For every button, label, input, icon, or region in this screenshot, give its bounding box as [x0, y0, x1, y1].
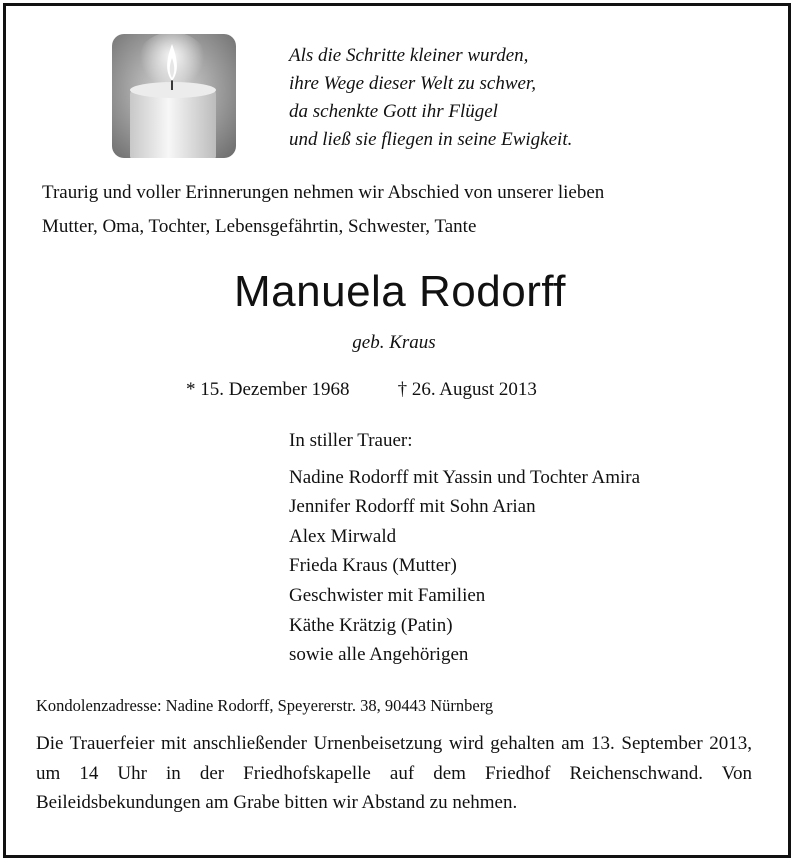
- condolence-address: Kondolenzadresse: Nadine Rodorff, Speyererstr. 38, 90443 Nürnberg: [36, 696, 494, 715]
- life-dates: [186, 375, 537, 405]
- mourner-name: Nadine Rodorff mit Yassin und Tochter Amira: [289, 466, 641, 488]
- poem-line: Als die Schritte kleiner wurden,: [289, 45, 529, 66]
- candle-icon: [112, 34, 236, 158]
- birth-date: * 15. Dezember 1968: [186, 379, 350, 400]
- mourner-name: Käthe Krätzig (Patin): [289, 614, 453, 636]
- mourner-name: Jennifer Rodorff mit Sohn Arian: [289, 496, 536, 518]
- deceased-name: Manuela Rodorff: [234, 267, 566, 316]
- mourner-name: Geschwister mit Familien: [289, 584, 486, 606]
- intro-text: [42, 176, 604, 244]
- mourner-name: Alex Mirwald: [289, 525, 397, 547]
- maiden-name: geb. Kraus: [352, 332, 436, 353]
- poem: [289, 42, 572, 154]
- death-date: † 26. August 2013: [397, 379, 537, 400]
- intro-line-1: Traurig und voller Erinnerungen nehmen wir Abschied von unserer lieben: [42, 182, 605, 203]
- mourner-name: Frieda Kraus (Mutter): [289, 555, 457, 577]
- mourners-heading: In stiller Trauer:: [289, 430, 413, 451]
- mourner-name: sowie alle Angehörigen: [289, 644, 469, 666]
- funeral-notice: Die Trauerfeier mit anschließender Urnenbeisetzung wird gehalten am 13. September 2013, um 14 Uhr in der Friedhofskapelle auf dem Friedhof Reichenschwand. Von Beileidsbekundungen am Grabe bitten wir Abstand zu nehmen.: [36, 733, 752, 813]
- mourners-list: [289, 426, 640, 670]
- poem-line: ihre Wege dieser Welt zu schwer,: [289, 73, 536, 94]
- poem-line: da schenkte Gott ihr Flügel: [289, 101, 498, 122]
- intro-line-2: Mutter, Oma, Tochter, Lebensgefährtin, Schwester, Tante: [42, 216, 477, 237]
- poem-line: und ließ sie fliegen in seine Ewigkeit.: [289, 129, 573, 150]
- obituary-frame: [3, 3, 791, 858]
